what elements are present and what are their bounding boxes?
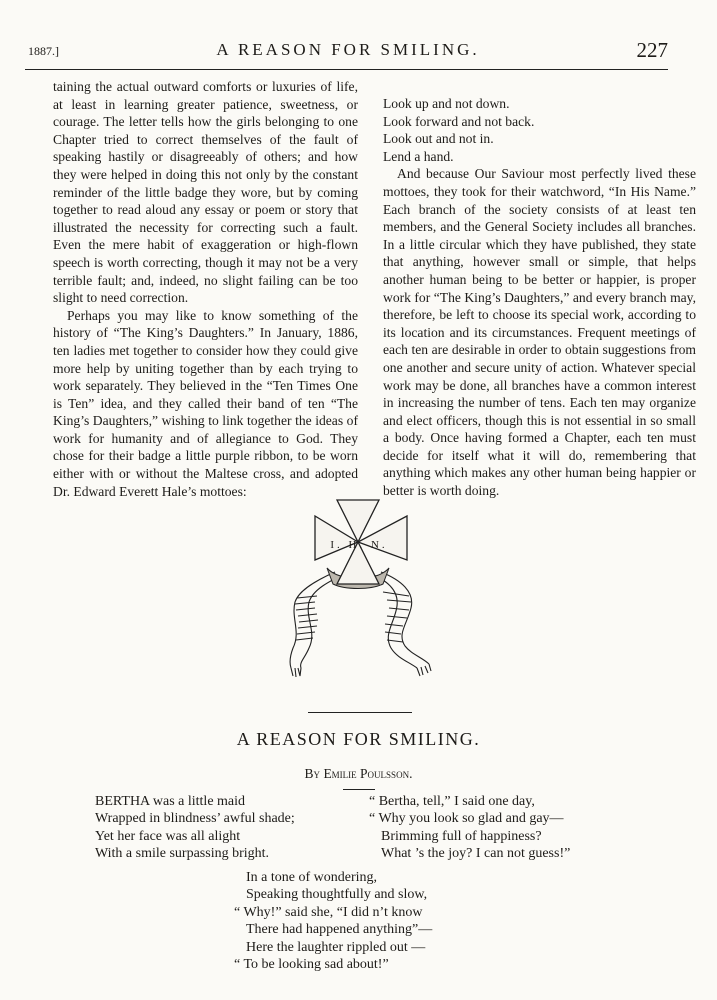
- header-year: 1887.]: [28, 44, 59, 58]
- poem-line: With a smile surpassing bright.: [95, 846, 270, 862]
- poem-line: What ’s the joy? I can not guess!”: [381, 846, 571, 862]
- poem-line: “ Why you look so glad and gay—: [369, 811, 564, 827]
- byline: [0, 766, 717, 782]
- poem-line: “ To be looking sad about!”: [234, 957, 389, 973]
- byline-prefix: By: [304, 766, 321, 781]
- ribbon-right-icon: [367, 572, 431, 676]
- motto-line: Look forward and not back.: [383, 113, 535, 129]
- poem-stanza-3: [234, 869, 432, 973]
- byline-rule: [343, 789, 375, 790]
- header-title: A REASON FOR SMILING.: [216, 40, 480, 59]
- poem-line: Wrapped in blindness’ awful shade;: [95, 811, 295, 827]
- poem-line: “ Why!” said she, “I did n’t know: [234, 904, 423, 920]
- left-column: [53, 78, 358, 500]
- poem-line: “ Bertha, tell,” I said one day,: [369, 794, 535, 809]
- badge-inscription: I. H. N.: [330, 539, 388, 551]
- poem-line: BERTHA was a little maid: [95, 794, 246, 809]
- poem-line: In a tone of wondering,: [246, 870, 378, 885]
- running-header: [28, 38, 668, 68]
- motto-line: Look out and not in.: [383, 131, 494, 147]
- author-name: Emilie Poulsson.: [323, 766, 413, 781]
- poem-line: Yet her face was all alight: [95, 828, 241, 844]
- paragraph-continuation: taining the actual outward comforts or luxuries of life, at least in learning greater patience, sweetness, or courage. The letter tells how the girls belonging to one Chapter tried to correct themselves of the fault of speaking hastily or disagreeably of others; and how they were helped in doing this not only by the constant reminder of the little badge they wore, but by coming together to read aloud any essay or poem or story that illustrated the necessity for correcting such a fault. Even the mere habit of exaggeration or high-flown speech is worth correcting, though it may not be a very terrible fault; and, indeed, no slight failing can be too slight to need correction.: [53, 79, 358, 306]
- motto-line: Look up and not down.: [383, 96, 510, 111]
- paragraph-watchword: And because Our Saviour most perfectly lived these mottoes, they took for their watchword, “In His Name.” Each branch of the society consists of at least ten members, and the General Society includes all branches. In a little circular which they have published, they state that anything, however small or simple, that helps another human being to be better or happier, is proper work for “The King’s Daughters,” and every branch may, therefore, be left to choose its special work, according to its location and its circumstances. Frequent meetings of each ten are desirable in order to obtain suggestions from one another and secure unity of action. Whatever special work may be done, all branches have a common interest in increasing the number of tens. Each ten may organize and elect officers, though this is not essential in so small a body. Once having formed a Chapter, each ten must decide for itself what it will do, remembering that anything which makes any other human being happier or better is worth doing.: [383, 166, 696, 499]
- page-number: 227: [636, 38, 668, 62]
- motto-line: Lend a hand.: [383, 148, 454, 164]
- poem-title: A REASON FOR SMILING.: [236, 729, 481, 749]
- section-rule: [308, 712, 412, 713]
- poem-stanza-1: [95, 793, 295, 863]
- right-column: [383, 78, 696, 500]
- poem-line: Brimming full of happiness?: [381, 828, 542, 844]
- poem-line: There had happened anything”—: [246, 922, 433, 938]
- header-rule: [25, 69, 668, 70]
- poem-stanza-2: [369, 793, 570, 863]
- poem-line: Speaking thoughtfully and slow,: [246, 887, 428, 903]
- maltese-cross-ribbon-illustration: [287, 498, 432, 684]
- poem-line: Here the laughter rippled out —: [246, 939, 426, 955]
- ribbon-left-icon: [290, 572, 349, 677]
- paragraph-history: Perhaps you may like to know something of the history of “The King’s Daughters.” In January, 1886, ten ladies met together to consider how they could give more help by uniting together than by each trying to work separately. They believed in the “Ten Times One is Ten” idea, and they called their band of ten “The King’s Daughters,” wishing to link together the ideas of work for humanity and of allegiance to God. They chose for their badge a little purple ribbon, to be worn either with or without the Maltese cross, and adopted Dr. Edward Everett Hale’s mottoes:: [53, 307, 358, 499]
